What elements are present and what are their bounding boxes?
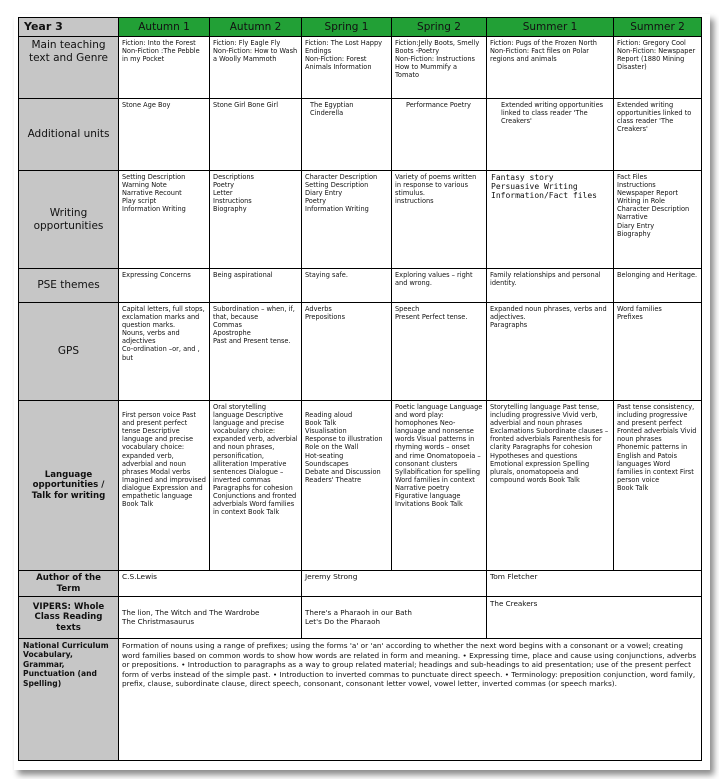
vipers-row (19, 597, 702, 639)
cell: Expanded noun phrases, verbs and adjectives. Paragraphs (487, 303, 614, 401)
cell: Oral storytelling language Descriptive language and precise vocabulary choice: expanded verb, adverbial and noun phrases, personification, alliteration Imperative sentences Dialogue – inverted commas Paragraphs for cohesion Conjunctions and fronted adverbials Word families in context Book Talk (210, 401, 302, 571)
term-header: Autumn 1 (119, 18, 210, 37)
cell: Past tense consistency, including progressive and present perfect Fronted adverbials Vivid noun phrases Phonemic patterns in English and Patois languages Word families in context First person voice Book Talk (614, 401, 702, 571)
cell: Fiction: Pugs of the Frozen North Non-Fiction: Fact files on Polar regions and animals (487, 37, 614, 99)
main-text-row (19, 37, 702, 99)
cell: Setting Description Warning Note Narrative Recount Play script Information Writing (119, 171, 210, 269)
row-label-gps: GPS (19, 303, 119, 401)
cell: Poetic language Language and word play: homophones Neo-language and nonsense words Visual patterns in rhyming words – onset and rime Onomatopoeia – consonant clusters Syllabification for spelling Word families in context Narrative poetry Figurative language Invitations Book Talk (392, 401, 487, 571)
author-autumn: C.S.Lewis (119, 571, 302, 597)
cell: Fiction: Fly Eagle Fly Non-Fiction: How to Wash a Woolly Mammoth (210, 37, 302, 99)
cell: Stone Girl Bone Girl (210, 99, 302, 171)
national-curriculum-row (19, 639, 702, 761)
language-row (19, 401, 702, 571)
author-spring: Jeremy Strong (302, 571, 487, 597)
cell: Extended writing opportunities linked to class reader 'The Creakers' (487, 99, 614, 171)
row-label-author: Author of the Term (19, 571, 119, 597)
term-header: Summer 1 (487, 18, 614, 37)
gps-row (19, 303, 702, 401)
cell: Word families Prefixes (614, 303, 702, 401)
row-label-national-curriculum: National Curriculum Vocabulary, Grammar, Punctuation (and Spelling) (19, 639, 119, 761)
cell: Exploring values – right and wrong. (392, 269, 487, 303)
cell: Staying safe. (302, 269, 392, 303)
additional-units-row (19, 99, 702, 171)
vipers-spring: There's a Pharaoh in our Bath Let's Do the Pharaoh (302, 597, 487, 639)
cell: Storytelling language Past tense, including progressive Vivid verb, adverbial and noun phrases Exclamations Subordinate clauses – fronted adverbials Parenthesis for clarity Paragraphs for cohesion Hypotheses and questions Emotional expression Spelling plurals, onomatopoeia and compound words Book Talk (487, 401, 614, 571)
year-label: Year 3 (19, 18, 119, 37)
cell: Being aspirational (210, 269, 302, 303)
row-label-language: Language opportunities / Talk for writing (19, 401, 119, 571)
vipers-summer: The Creakers (487, 597, 702, 639)
national-curriculum-text: Formation of nouns using a range of prefixes; using the forms 'a' or 'an' according to whether the next word begins with a consonant or a vowel; creating word families based on common words to show how words are related in form and meaning. • Expressing time, place and cause using conjunctions, adverbs or prepositions. • Introduction to paragraphs as a way to group related material; headings and sub-headings to aid presentation; use of the present perfect form of verbs instead of the simple past. • Introduction to inverted commas to punctuate direct speech. • Terminology: preposition conjunction, word family, prefix, clause, subordinate clause, direct speech, consonant, consonant letter vowel, vowel letter, inverted commas (or speech marks). (119, 639, 702, 761)
cell: Speech Present Perfect tense. (392, 303, 487, 401)
cell: Subordination – when, if, that, because Commas Apostrophe Past and Present tense. (210, 303, 302, 401)
term-header: Spring 2 (392, 18, 487, 37)
cell: Stone Age Boy (119, 99, 210, 171)
term-header: Autumn 2 (210, 18, 302, 37)
cell: Character Description Setting Description Diary Entry Poetry Information Writing (302, 171, 392, 269)
cell: Expressing Concerns (119, 269, 210, 303)
term-header: Spring 1 (302, 18, 392, 37)
long-term-plan-table (18, 17, 702, 761)
row-label-vipers: VIPERS: Whole Class Reading texts (19, 597, 119, 639)
term-header: Summer 2 (614, 18, 702, 37)
cell: Fiction: Gregory Cool Non-Fiction: Newspaper Report (1880 Mining Disaster) (614, 37, 702, 99)
vipers-autumn: The lion, The Witch and The Wardrobe The Christmasaurus (119, 597, 302, 639)
row-label-writing: Writing opportunities (19, 171, 119, 269)
header-row (19, 18, 702, 37)
cell: Variety of poems written in response to various stimulus. instructions (392, 171, 487, 269)
pse-row (19, 269, 702, 303)
cell: Descriptions Poetry Letter Instructions Biography (210, 171, 302, 269)
cell: The Egyptian Cinderella (302, 99, 392, 171)
cell: Extended writing opportunities linked to class reader 'The Creakers' (614, 99, 702, 171)
cell: Performance Poetry (392, 99, 487, 171)
row-label-pse: PSE themes (19, 269, 119, 303)
row-label-main-text: Main teaching text and Genre (19, 37, 119, 99)
cell: First person voice Past and present perfect tense Descriptive language and precise vocabulary choice: expanded verb, adverbial and noun phrases Modal verbs Imagined and improvised dialogue Expression and empathetic language Book Talk (119, 401, 210, 571)
author-row (19, 571, 702, 597)
cell: Fact Files Instructions Newspaper Report Writing in Role Character Description Narrative Diary Entry Biography (614, 171, 702, 269)
cell: Fantasy story Persuasive Writing Information/Fact files (487, 171, 614, 269)
row-label-additional-units: Additional units (19, 99, 119, 171)
writing-row (19, 171, 702, 269)
cell: Adverbs Prepositions (302, 303, 392, 401)
cell: Reading aloud Book Talk Visualisation Response to illustration Role on the Wall Hot-seating Soundscapes Debate and Discussion Readers' Theatre (302, 401, 392, 571)
cell: Fiction:Jelly Boots, Smelly Boots -Poetry Non-Fiction: Instructions How to Mummify a Tomato (392, 37, 487, 99)
author-summer: Tom Fletcher (487, 571, 702, 597)
cell: Fiction: Into the Forest Non-Fiction :The Pebble in my Pocket (119, 37, 210, 99)
cell: Fiction: The Lost Happy Endings Non-Fiction: Forest Animals Information (302, 37, 392, 99)
cell: Family relationships and personal identity. (487, 269, 614, 303)
cell: Belonging and Heritage. (614, 269, 702, 303)
cell: Capital letters, full stops, exclamation marks and question marks. Nouns, verbs and adjectives Co-ordination –or, and , but (119, 303, 210, 401)
